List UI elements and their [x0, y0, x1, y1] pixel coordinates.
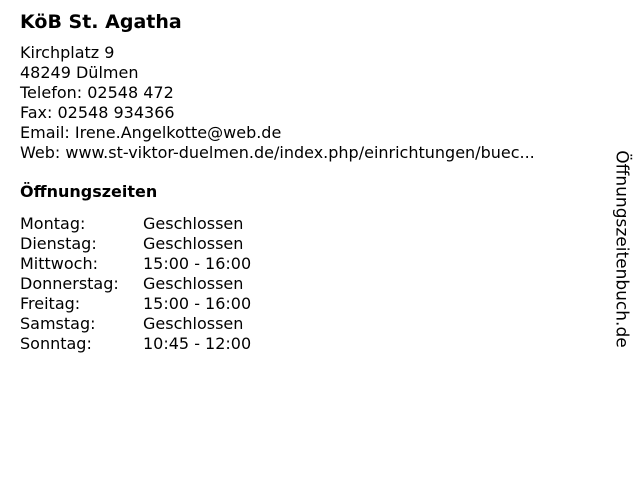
- hours-value: Geschlossen: [143, 274, 244, 293]
- email-line: Email: Irene.Angelkotte@web.de: [20, 123, 282, 142]
- day-label: Donnerstag:: [20, 274, 119, 293]
- day-label: Freitag:: [20, 294, 81, 313]
- hours-row-wednesday: [20, 254, 595, 274]
- place-card: [20, 10, 595, 354]
- hours-value: 15:00 - 16:00: [143, 294, 252, 313]
- opening-hours-heading: Öffnungszeiten: [20, 182, 158, 201]
- opening-hours-table: [20, 214, 595, 354]
- fax-line: Fax: 02548 934366: [20, 103, 175, 122]
- hours-value: Geschlossen: [143, 214, 244, 233]
- hours-row-friday: [20, 294, 595, 314]
- day-label: Sonntag:: [20, 334, 92, 353]
- contact-block: [20, 43, 595, 163]
- site-watermark-text: Öffnungszeitenbuch.de: [612, 150, 633, 348]
- hours-value: Geschlossen: [143, 234, 244, 253]
- hours-row-thursday: [20, 274, 595, 294]
- hours-row-tuesday: [20, 234, 595, 254]
- street-line: Kirchplatz 9: [20, 43, 115, 62]
- hours-row-saturday: [20, 314, 595, 334]
- hours-value: 15:00 - 16:00: [143, 254, 252, 273]
- hours-row-monday: [20, 214, 595, 234]
- hours-value: 10:45 - 12:00: [143, 334, 252, 353]
- day-label: Dienstag:: [20, 234, 97, 253]
- place-title: KöB St. Agatha: [20, 11, 182, 33]
- city-line: 48249 Dülmen: [20, 63, 139, 82]
- web-line: Web: www.st-viktor-duelmen.de/index.php/einrichtungen/buec...: [20, 143, 535, 162]
- hours-row-sunday: [20, 334, 595, 354]
- phone-line: Telefon: 02548 472: [20, 83, 174, 102]
- hours-value: Geschlossen: [143, 314, 244, 333]
- day-label: Samstag:: [20, 314, 96, 333]
- site-watermark: [602, 134, 640, 364]
- day-label: Mittwoch:: [20, 254, 98, 273]
- day-label: Montag:: [20, 214, 86, 233]
